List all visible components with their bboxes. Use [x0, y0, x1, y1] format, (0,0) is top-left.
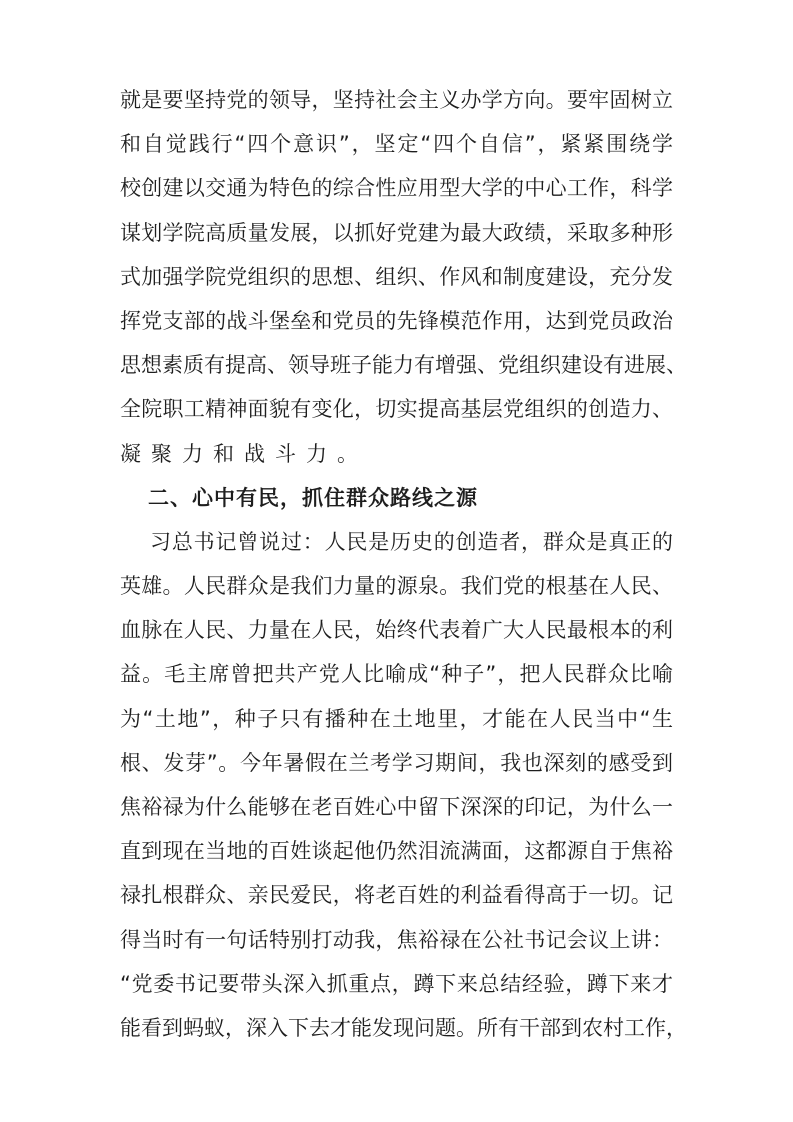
text-line: 直到现在当地的百姓谈起他仍然泪流满面，这都源自于焦裕 — [120, 839, 673, 864]
section-heading: 二、心中有民，抓住群众路线之源 — [148, 485, 478, 510]
text-line: 根、发芽”。今年暑假在兰考学习期间，我也深刻的感受到 — [120, 750, 673, 775]
text-line: 为“土地”，种子只有播种在土地里，才能在人民当中“生 — [120, 706, 673, 731]
text-line: 英雄。人民群众是我们力量的源泉。我们党的根基在人民、 — [120, 574, 673, 599]
text-line: 能看到蚂蚁，深入下去才能发现问题。所有干部到农村工作， — [120, 1015, 687, 1040]
text-line: 血脉在人民、力量在人民，始终代表着广大人民最根本的利 — [120, 618, 673, 643]
text-line: 就是要坚持党的领导，坚持社会主义办学方向。要牢固树立 — [120, 88, 673, 112]
text-line: 禄扎根群众、亲民爱民，将老百姓的利益看得高于一切。记 — [120, 883, 673, 908]
text-line: 思想素质有提高、领导班子能力有增强、党组织建设有进展、 — [120, 353, 687, 378]
text-line: 全院职工精神面貌有变化，切实提高基层党组织的创造力、 — [120, 397, 673, 422]
paragraph-party-leadership — [120, 78, 687, 476]
document-page — [120, 78, 687, 1050]
text-line: 得当时有一句话特别打动我，焦裕禄在公社书记会议上讲： — [120, 927, 673, 952]
text-line: 式加强学院党组织的思想、组织、作风和制度建设，充分发 — [120, 264, 673, 289]
text-line: 焦裕禄为什么能够在老百姓心中留下深深的印记，为什么一 — [120, 795, 673, 819]
text-line: 校创建以交通为特色的综合性应用型大学的中心工作，科学 — [120, 176, 673, 201]
text-line: 凝聚力和战斗力。 — [120, 441, 368, 466]
text-line: 和自觉践行“四个意识”，坚定“四个自信”，紧紧围绕学 — [120, 132, 673, 157]
paragraph-mass-line — [120, 520, 687, 1050]
text-line: 谋划学院高质量发展，以抓好党建为最大政绩，采取多种形 — [120, 220, 673, 245]
text-line: 挥党支部的战斗堡垒和党员的先锋模范作用，达到党员政治 — [120, 308, 673, 333]
text-line: 习总书记曾说过：人民是历史的创造者，群众是真正的 — [150, 529, 673, 554]
text-line: “党委书记要带头深入抓重点，蹲下来总结经验，蹲下来才 — [120, 971, 673, 996]
text-line: 益。毛主席曾把共产党人比喻成“种子”，把人民群众比喻 — [120, 662, 673, 687]
